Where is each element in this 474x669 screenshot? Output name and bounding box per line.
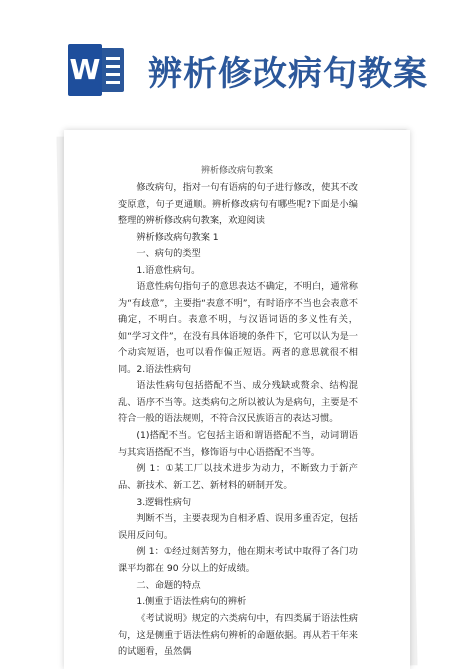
document-page — [64, 130, 410, 669]
subsection-heading: 2.语法性病句 — [136, 364, 192, 375]
page-title: 辨析修改病句教案 — [148, 54, 428, 94]
section-heading: 二、命题的特点 — [136, 580, 201, 591]
header-banner — [0, 0, 474, 120]
example-paragraph: 例 1：①经过刻苦努力，他在期末考试中取得了各门功课平均都在 90 分以上的好成绩。 — [118, 546, 358, 574]
subsection-heading: 3.逻辑性病句 — [136, 497, 192, 508]
body-paragraph: 判断不当，主要表现为自相矛盾、误用多重否定，包括误用反问句。 — [118, 513, 358, 541]
intro-paragraph: 修改病句，指对一句有语病的句子进行修改，使其不改变原意，句子更通顺。辨析修改病句有哪些呢?下面是小编整理的辨析修改病句教案，欢迎阅读 — [118, 182, 358, 227]
subsection-heading: 1.侧重于语法性病句的辨析 — [136, 596, 247, 607]
subsection-heading: 1.语意性病句。 — [136, 265, 201, 276]
example-paragraph: 例 1：①某工厂以技术进步为动力，不断致力于新产品、新技术、新工艺、新材料的研制开发。 — [118, 463, 358, 491]
body-paragraph: 《考试说明》规定的六类病句中，有四类属于语法性病句，这是侧重于语法性病句辨析的命题依据。再从若干年来的试题看，虽然偶 — [118, 613, 358, 658]
section-heading: 辨析修改病句教案 1 — [136, 232, 219, 243]
body-paragraph: 语法性病句包括搭配不当、成分残缺或赘余、结构混乱、语序不当等。这类病句之所以被认为是病句，主要是不符合一般的语法规则，不符合汉民族语言的表达习惯。 — [118, 380, 358, 425]
section-heading: 一、病句的类型 — [136, 248, 201, 259]
body-paragraph: 语意性病句指句子的意思表达不确定，不明白，通常称为“有歧意”，主要指“表意不明”，有时语序不当也会表意不确定，不明白。表意不明，与汉语词语的多义性有关，如“学习文件”，在没有具体语境的条件下，它可以认为是一个动宾短语，也可以看作偏正短语。两者的意思就很不相同。 — [118, 281, 358, 375]
word-document-icon — [68, 44, 124, 96]
running-head: 辨析修改病句教案 — [200, 166, 273, 176]
body-paragraph: (1)搭配不当。它包括主语和谓语搭配不当，动词谓语与其宾语搭配不当，修饰语与中心语搭配不当等。 — [118, 430, 358, 458]
word-icon-letter: W — [68, 44, 102, 96]
